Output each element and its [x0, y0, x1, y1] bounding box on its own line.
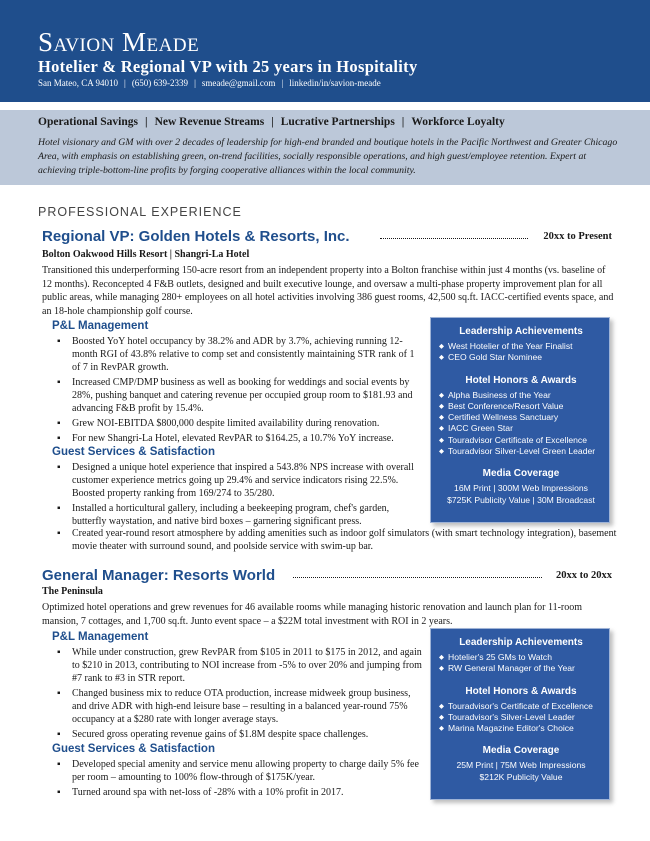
- achievements-box: [430, 317, 610, 523]
- list-item: ▪ Grew NOI-EBITDA $800,000 despite limited availability during renovation.: [72, 417, 422, 430]
- media-line: 25M Print | 75M Web Impressions: [456, 760, 586, 771]
- dot-leader: [380, 238, 528, 239]
- list-item: ▪ For new Shangri-La Hotel, elevated RevPAR to $164.25, a 10.7% YoY increase.: [72, 432, 422, 445]
- skill-item: Operational Savings: [38, 116, 139, 128]
- list-item: ◆ Alpha Business of the Year: [439, 390, 603, 401]
- skill-item: Workforce Loyalty: [411, 116, 505, 128]
- box-heading: Media Coverage: [482, 745, 560, 757]
- list-item: ▪ Boosted YoY hotel occupancy by 38.2% and ADR by 3.7%, achieving running 12-month RGI of 43.8% relative to comp set and consistently maintaining STR rank of 1 of 7 in RevPAR growth.: [72, 335, 422, 374]
- list-item: ◆ IACC Green Star: [439, 423, 603, 434]
- list-item: ◆ Touradvisor Silver-Level Green Leader: [439, 446, 603, 457]
- bullet-list: [72, 461, 422, 530]
- contact-location: San Mateo, CA 94010: [38, 78, 118, 88]
- leadership-list: [439, 652, 603, 675]
- media-line: $725K Publicity Value | 30M Broadcast: [447, 494, 595, 505]
- contact-linkedin: linkedin/in/savion-meade: [289, 78, 381, 88]
- box-heading: Leadership Achievements: [459, 326, 583, 337]
- list-item: ◆ Touradvisor Certificate of Excellence: [439, 435, 603, 446]
- list-item: ◆ West Hotelier of the Year Finalist: [439, 341, 603, 352]
- contact-line: San Mateo, CA 94010 | (650) 639-2339 | smeade@gmail.com | linkedin/in/savion-meade: [38, 78, 381, 88]
- skill-item: New Revenue Streams: [154, 116, 265, 128]
- bullet-list: [72, 527, 617, 555]
- list-item: ▪ Created year-round resort atmosphere by adding amenities such as indoor golf simulators (with smart technology integration), basement movie theater with surround sound, and poolside service with swim-up bar.: [72, 527, 617, 553]
- bullet-list: [72, 335, 422, 447]
- list-item: ▪ Increased CMP/DMP business as well as booking for weddings and social events by 28%, pushing banquet and catering revenue per occupied group room to $181.93 and advancing F&B profit by 15.4%.: [72, 376, 422, 415]
- job-title: Regional VP: Golden Hotels & Resorts, Inc.: [42, 228, 350, 245]
- company-name: Bolton Oakwood Hills Resort | Shangri-La Hotel: [42, 249, 250, 260]
- honors-list: [439, 390, 603, 458]
- list-item: ▪ Installed a horticultural gallery, including a beekeeping program, chef's garden, butterfly waystation, and native bird boxes – garnering significant press.: [72, 502, 422, 528]
- subsection-title: P&L Management: [52, 631, 149, 643]
- list-item: ▪ Changed business mix to reduce OTA production, increase midweek group business, and drive ADR with high-end leisure base – resulting in a balanced year-round 75% occupancy at a $280 rate with longer average stays.: [72, 687, 422, 726]
- job-dates: 20xx to 20xx: [556, 570, 612, 581]
- subsection-title: Guest Services & Satisfaction: [52, 446, 215, 458]
- list-item: ▪ Secured gross operating revenue gains of $1.8M despite space challenges.: [72, 728, 422, 741]
- job-summary: Transitioned this underperforming 150-acre resort from an independent property into a Bolton franchise within just 4 months (vs. baseline of 12 months). Reconcepted 4 F&B outlets, designed and built executive lounge, and oversaw a multi-phase property improvement plan for all public areas, while managing 280+ employees on all hotel activities involving 386 guest rooms, 42,500 sq.ft. IACC-certified events space, and an 18-hole championship golf course.: [42, 265, 614, 317]
- list-item: ◆ CEO Gold Star Nominee: [439, 352, 603, 363]
- box-heading: Media Coverage: [482, 468, 560, 480]
- section-title: PROFESSIONAL EXPERIENCE: [38, 205, 242, 219]
- skills-line: Operational Savings | New Revenue Streams | Lucrative Partnerships | Workforce Loyalty: [38, 116, 505, 128]
- summary-band: [0, 110, 650, 185]
- company-name: The Peninsula: [42, 586, 103, 597]
- box-heading: Leadership Achievements: [459, 637, 583, 648]
- list-item: ▪ While under construction, grew RevPAR from $105 in 2011 to $175 in 2012, and again to $210 in 2013, contributing to NOI increase from -5% to over 20% and jumping from #7 rank to #3 in STR report.: [72, 646, 422, 685]
- headline: Hotelier & Regional VP with 25 years in Hospitality: [38, 57, 418, 76]
- resume-header: [0, 0, 650, 102]
- list-item: ◆ Marina Magazine Editor's Choice: [439, 723, 603, 734]
- media-line: $212K Publicity Value: [479, 771, 563, 782]
- achievements-box: [430, 628, 610, 800]
- bullet-list: [72, 758, 422, 801]
- bullet-list: [72, 646, 422, 743]
- job-summary: Optimized hotel operations and grew revenues for 46 available rooms while managing historic renovation and launch plan for 11-room mansion, 7 cottages, and 1,700 sq.ft. Junto event space – a $22M total investment with ROI in 2 years.: [42, 602, 583, 627]
- media-line: 16M Print | 300M Web Impressions: [454, 483, 588, 494]
- list-item: ▪ Turned around spa with net-loss of -28% with a 10% profit in 2017.: [72, 786, 422, 799]
- list-item: ◆ Hotelier's 25 GMs to Watch: [439, 652, 603, 663]
- list-item: ◆ RW General Manager of the Year: [439, 663, 603, 674]
- job-dates: 20xx to Present: [543, 231, 612, 242]
- list-item: ◆ Touradvisor's Certificate of Excellence: [439, 701, 603, 712]
- dot-leader: [293, 577, 542, 578]
- list-item: ◆ Best Conference/Resort Value: [439, 401, 603, 412]
- contact-email: smeade@gmail.com: [201, 78, 276, 88]
- contact-phone: (650) 639-2339: [131, 78, 189, 88]
- leadership-list: [439, 341, 603, 364]
- subsection-title: Guest Services & Satisfaction: [52, 743, 215, 755]
- list-item: ◆ Touradvisor's Silver-Level Leader: [439, 712, 603, 723]
- candidate-name: Savion Meade: [38, 27, 200, 57]
- box-heading: Hotel Honors & Awards: [465, 685, 577, 697]
- list-item: ◆ Certified Wellness Sanctuary: [439, 412, 603, 423]
- skill-item: Lucrative Partnerships: [280, 116, 395, 128]
- job-title: General Manager: Resorts World: [42, 567, 276, 584]
- summary-text: Hotel visionary and GM with over 2 decades of leadership for high-end branded and boutique hotels in the Pacific Northwest and Greater Chicago Area, with emphasis on establishing green, on-trend facilities, socially responsible operations, and high guest/employee retention. Expert at achieving triple-bottom-line profits by forging cooperative alliances within the local community.: [38, 137, 618, 177]
- list-item: ▪ Developed special amenity and service menu allowing property to charge daily 5% fee per room – amounting to 100% flow-through of $175K/year.: [72, 758, 422, 784]
- box-heading: Hotel Honors & Awards: [465, 374, 577, 386]
- honors-list: [439, 701, 603, 735]
- list-item: ▪ Designed a unique hotel experience that inspired a 543.8% NPS increase with overall customer experience metrics going up 29.4% and service indicators rising 22.5%. Boosted property ranking from 169/274 to 35/280.: [72, 461, 422, 500]
- subsection-title: P&L Management: [52, 320, 149, 332]
